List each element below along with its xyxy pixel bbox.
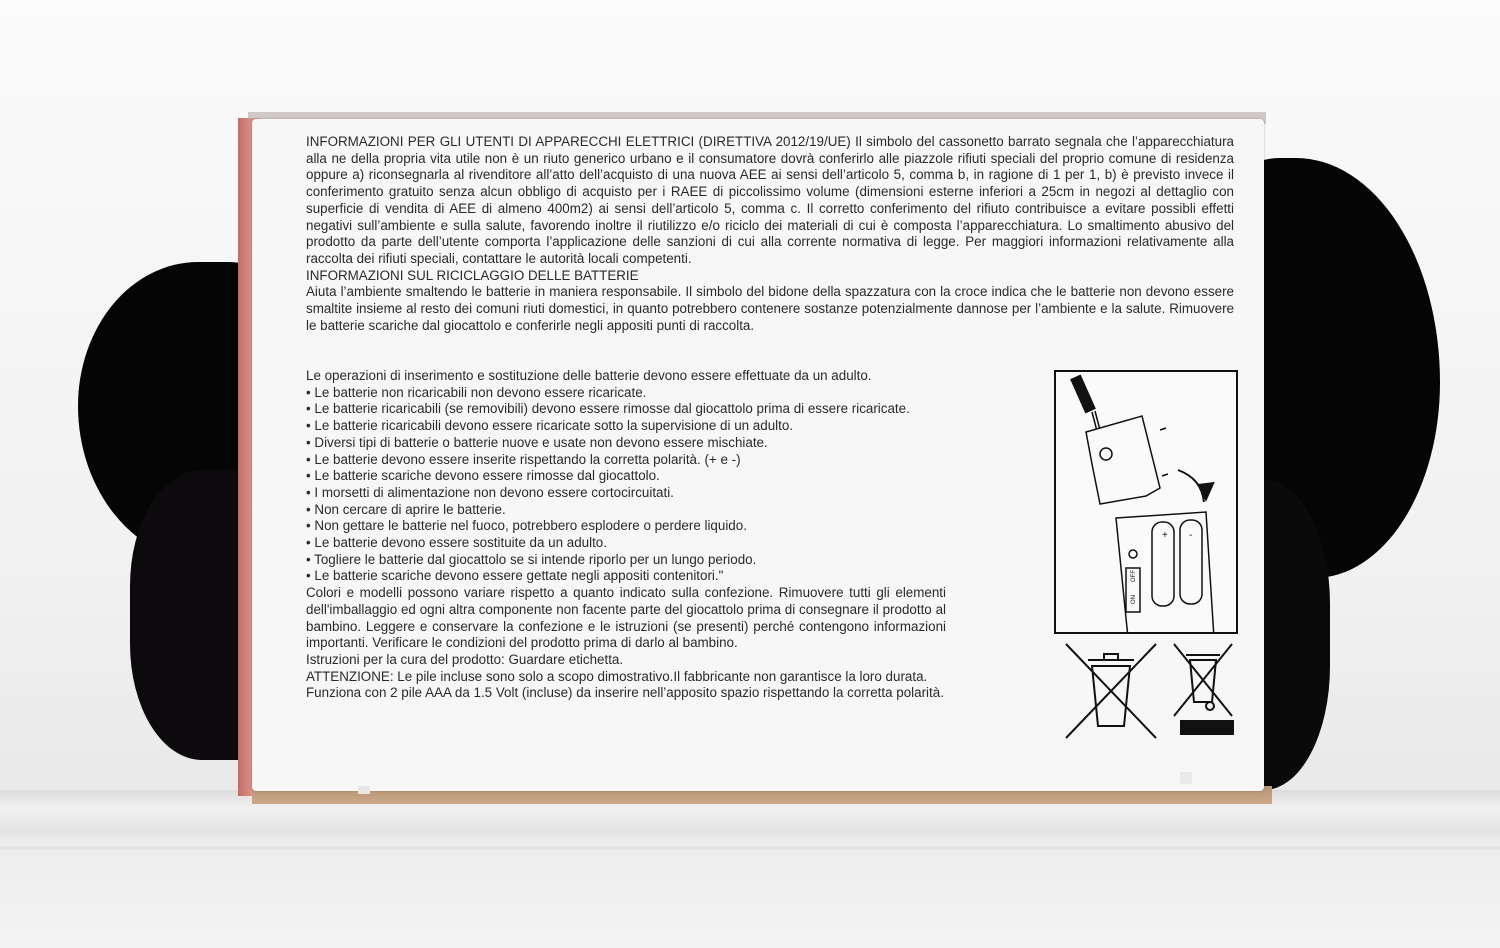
care-text: Istruzioni per la cura del prodotto: Guardare etichetta.	[306, 651, 624, 667]
crossed-bin-icon	[1062, 640, 1160, 742]
colors-text: Colori e modelli possono variare rispetto a quanto indicato sulla confezione. Rimuovere tutti gli elementi dell'imballaggio ed ogni altra componente non facente parte del giocattolo prima di consegnare il prodotto al bambino. Leggere e conservare la confezione e le istruzioni (se presenti) perché contengono informazioni importanti. Verificare le condizioni del prodotto prima di darlo al bambino.	[306, 585, 946, 651]
shelf-edge	[0, 846, 1500, 850]
bullet-item: • Diversi tipi di batterie o batterie nuove e usate non devono essere mischiate.	[306, 434, 768, 450]
weee-black-bar	[1180, 720, 1234, 735]
bullet-item: • Non cercare di aprire le batterie.	[306, 501, 506, 517]
crossed-bin-battery-icon	[1170, 640, 1236, 720]
function-text: Funziona con 2 pile AAA da 1.5 Volt (incluse) da inserire nell’apposito spazio rispettando la corretta polarità.	[306, 685, 944, 701]
bullet-item: • Le batterie devono essere sostituite da un adulto.	[306, 535, 607, 551]
weee-heading: INFORMAZIONI PER GLI UTENTI DI APPARECCHI ELETTRICI (DIRETTIVA 2012/19/UE)	[306, 134, 851, 149]
bullet-item: • Le batterie non ricaricabili non devono essere ricaricate.	[306, 384, 647, 400]
diagram-label-on: ON	[1131, 595, 1137, 604]
bullet-item: • I morsetti di alimentazione non devono essere cortocircuitati.	[306, 484, 674, 500]
bullet-item: • Le batterie ricaricabili devono essere ricaricate sotto la supervisione di un adulto.	[306, 418, 794, 434]
bullet-item: • Le batterie scariche devono essere gettate negli appositi contenitori."	[306, 568, 724, 584]
battery-compartment-illustration	[1056, 372, 1236, 632]
flap-notch	[358, 786, 370, 794]
screwdriver-battery-diagram	[1054, 370, 1238, 634]
bullet-item: • Le batterie scariche devono essere rimosse dal giocattolo.	[306, 468, 660, 484]
weee-paragraph	[306, 134, 1234, 268]
diagram-label-off: OFF	[1131, 570, 1137, 582]
attention-text: ATTENZIONE: Le pile incluse sono solo a scopo dimostrativo.Il fabbricante non garantisce la loro durata.	[306, 668, 928, 684]
bullet-item: • Le batterie devono essere inserite rispettando la corretta polarità. (+ e -)	[306, 451, 741, 467]
diagram-label-minus: -	[1189, 530, 1193, 541]
flap-notch	[1180, 772, 1192, 784]
weee-text: Il simbolo del cassonetto barrato segnala che l’apparecchiatura alla ne della propria vita utile non è un riuto generico urbano e il consumatore dovrà conferirlo alle piazzole rifiuti speciali del proprio comune di residenza oppure a) riconsegnarla al rivenditore all’atto dell’acquisto di una nuova AEE ai sensi dell’articolo 5, comma b, in ragione di 1 per 1, b) è previsto invece il conferimento gratuito senza alcun obbligo di acquisto per i RAEE di piccolissimo volume (dimensioni esterne inferiori a 25cm in negozi al dettaglio con superficie di vendita di AEE di almeno 400m2) ai sensi dell’articolo 5, comma c. Il corretto conferimento del rifiuto contribuisce a evitare possibli effetti negativi sull’ambiente e sulla salute, favorendo inoltre il riutilizzo e/o riciclo dei materiali di cui è composta l’apparecchiatura. Lo smaltimento abusivo del prodotto da parte dell’utente comporta l’applicazione delle sanzioni di cui alla corrente normativa di legge. Per maggiori informazioni relativamente alla raccolta dei rifiuti speciali, contattare le autorità locali competenti.	[306, 134, 1234, 266]
instructions-block	[306, 368, 946, 702]
weee-info-block	[306, 134, 1234, 334]
bullet-item: • Non gettare le batterie nel fuoco, potrebbero esplodere o perdere liquido.	[306, 518, 747, 534]
bullet-item: • Le batterie ricaricabili (se removibili) devono essere rimosse dal giocattolo prima di essere ricaricate.	[306, 401, 910, 417]
battery-heading: INFORMAZIONI SUL RICICLAGGIO DELLE BATTERIE	[306, 267, 639, 283]
battery-ops-text: Le operazioni di inserimento e sostituzione delle batterie devono essere effettuate da un adulto.	[306, 368, 872, 383]
battery-text: Aiuta l’ambiente smaltendo le batterie in maniera responsabile. Il simbolo del bidone della spazzatura con la croce indica che le batterie non devono essere smaltite insieme al resto dei comuni riuti domestici, in quanto potrebbero contenere sostanze potenzialmente dannose per l’ambiente e la salute. Rimuovere le batterie scariche dal giocattolo e conferirle negli appositi punti di raccolta.	[306, 284, 1234, 333]
diagram-label-plus: +	[1162, 530, 1168, 541]
bullet-item: • Togliere le batterie dal giocattolo se si intende riporlo per un lungo periodo.	[306, 551, 757, 567]
